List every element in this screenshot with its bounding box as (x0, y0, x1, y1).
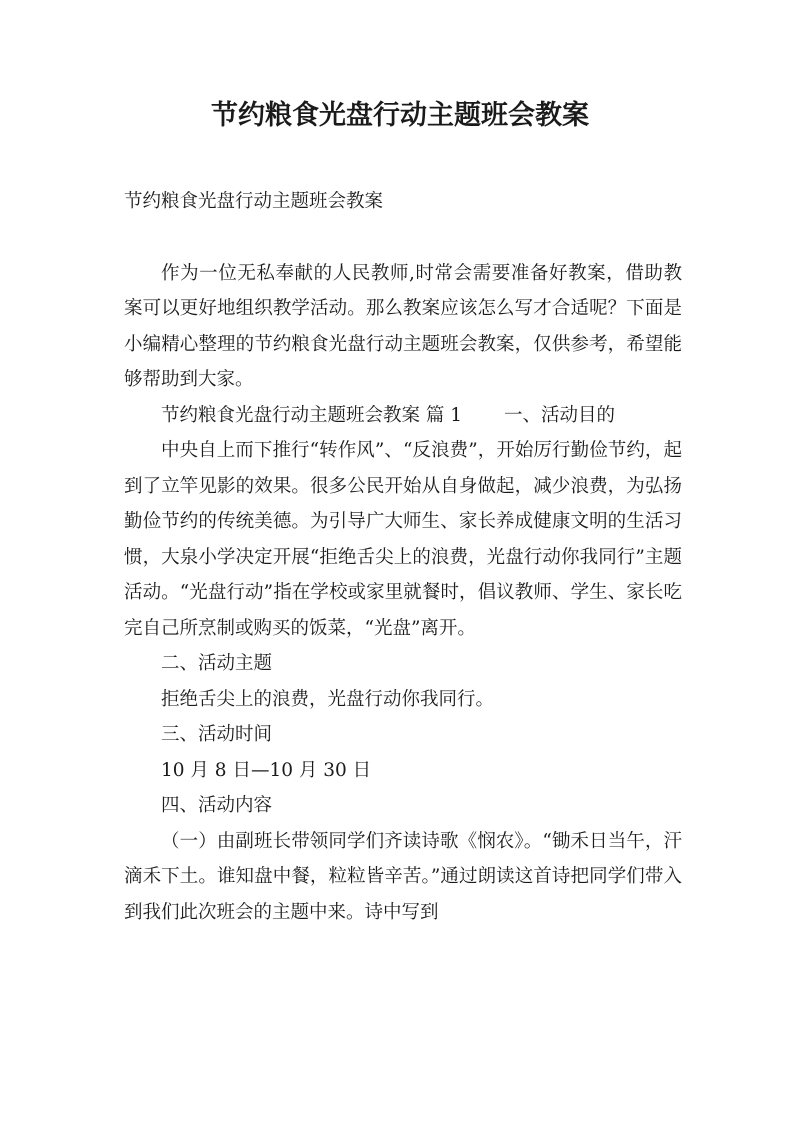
document-body (124, 184, 682, 930)
paragraph-time: 10 月 8 日—10 月 30 日 (161, 759, 372, 781)
intro-paragraph: 作为一位无私奉献的人民教师,时常会需要准备好教案，借助教案可以更好地组织教学活动。那么教案应该怎么写才合适呢？下面是小编精心整理的节约粮食光盘行动主题班会教案，仅供参考，希望能够帮助到大家。 (124, 262, 682, 390)
document-title: 节约粮食光盘行动主题班会教案 (211, 100, 589, 131)
section-first-item: 一、活动目的 (504, 404, 616, 426)
paragraph-theme: 拒绝舌尖上的浪费，光盘行动你我同行。 (161, 688, 495, 710)
paragraph-purpose: 中央自上而下推行“转作风”、“反浪费”，开始厉行勤俭节约，起到了立竿见影的效果。很多公民开始从自身做起，减少浪费，为弘扬勤俭节约的传统美德。为引导广大师生、家长养成健康文明的生活习惯，大泉小学决定开展“拒绝舌尖上的浪费，光盘行动你我同行”主题活动。“光盘行动”指在学校或家里就餐时，倡议教师、学生、家长吃完自己所烹制或购买的饭菜，“光盘”离开。 (124, 440, 682, 639)
section-heading-label: 节约粮食光盘行动主题班会教案 篇 1 (161, 404, 463, 426)
document-subtitle: 节约粮食光盘行动主题班会教案 (124, 191, 384, 212)
section-heading (124, 398, 682, 434)
paragraph-content: （一）由副班长带领同学们齐读诗歌《悯农》。“锄禾日当午，汗滴禾下土。谁知盘中餐，粒粒皆辛苦。”通过朗读这首诗把同学们带入到我们此次班会的主题中来。诗中写到 (124, 830, 682, 923)
heading-time: 三、活动时间 (161, 724, 273, 745)
heading-theme: 二、活动主题 (161, 653, 273, 674)
heading-content: 四、活动内容 (161, 795, 273, 816)
